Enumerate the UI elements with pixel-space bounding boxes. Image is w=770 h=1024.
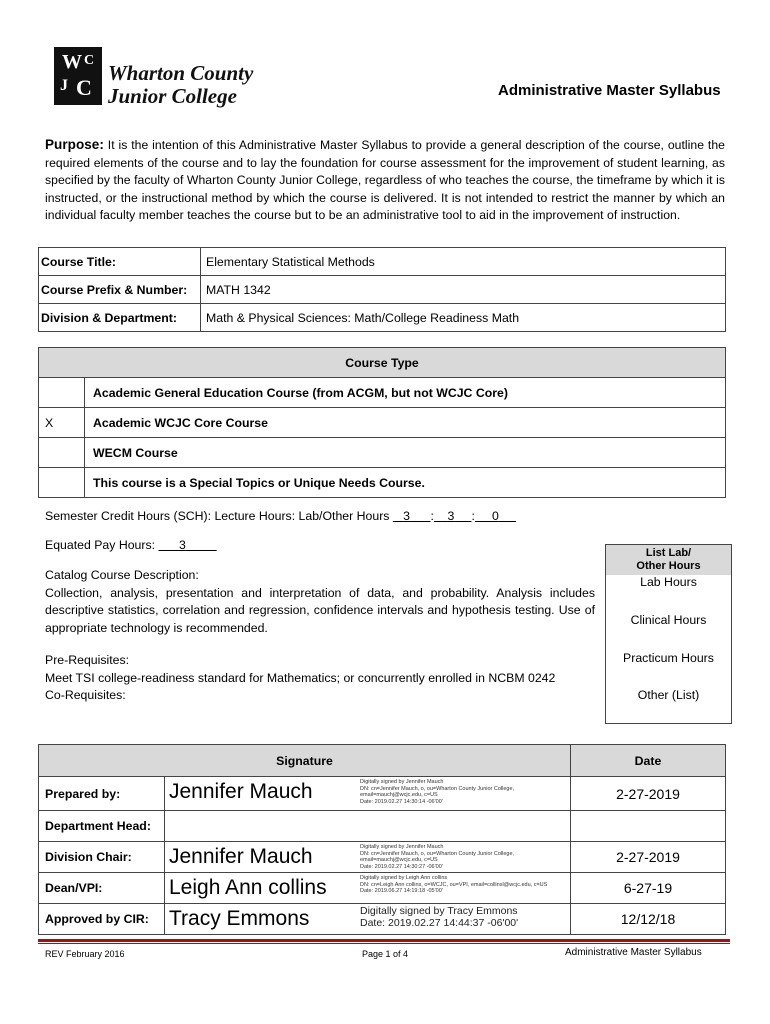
- practicum-hours-item: Practicum Hours: [623, 651, 714, 665]
- credit-hours-line: Semester Credit Hours (SCH): Lecture Hours: Lab/Other Hours 3 : 3 : 0: [45, 509, 499, 523]
- course-title-value: Elementary Statistical Methods: [201, 248, 726, 276]
- lecture-value: 3: [447, 509, 455, 523]
- table-row: [39, 304, 726, 332]
- course-type-label: Academic WCJC Core Course: [85, 408, 726, 438]
- table-row: [39, 811, 726, 842]
- signature-cell: [165, 904, 571, 935]
- table-row: [39, 408, 726, 438]
- signature-details: [360, 875, 547, 895]
- college-name: [108, 62, 253, 108]
- credit-hours-label: Semester Credit Hours (SCH): Lecture Hours: Lab/Other Hours: [45, 509, 390, 523]
- footer-revision: REV February 2016: [45, 949, 125, 959]
- signature-role: Department Head:: [39, 811, 165, 842]
- course-type-label: This course is a Special Topics or Unique Needs Course.: [85, 468, 726, 498]
- sch-value: 3: [403, 509, 410, 523]
- signer-name: Jennifer Mauch: [169, 780, 313, 803]
- signature-role: Approved by CIR:: [39, 904, 165, 935]
- lab-value: 0: [492, 509, 499, 523]
- course-type-mark: [39, 438, 85, 468]
- signature-date: 2-27-2019: [571, 777, 726, 811]
- signature-heading: Signature: [39, 745, 571, 777]
- prereq-text: Meet TSI college-readiness standard for Mathematics; or concurrently enrolled in NCBM 0242: [45, 670, 556, 685]
- table-row: [39, 248, 726, 276]
- signature-meta: Digitally signed by Jennifer Mauch: [360, 844, 444, 850]
- signature-meta: email=mauchj@wcjc.edu, c=US: [360, 792, 438, 798]
- table-row: [39, 777, 726, 811]
- course-type-mark: [39, 378, 85, 408]
- other-hours-item: Other (List): [637, 688, 700, 702]
- course-type-table: [38, 347, 726, 498]
- purpose-text: It is the intention of this Administrative Master Syllabus to provide a general description of the course, outline the required elements of the course and to lay the foundation for course assessment for the improvement of student learning, as specified by the faculty of Wharton County Junior College, regardless of who teaches the course, the timeframe by which it is instructed, or the instructional method by which the course is delivered. It is not intended to restrict the manner by which an individual faculty member teaches the course but to be an administrative tool to aid in the improvement of instruction.: [45, 138, 726, 223]
- signature-date: [571, 811, 726, 842]
- lab-hours-heading-line1: List Lab/: [645, 547, 692, 559]
- signature-date: 2-27-2019: [571, 842, 726, 873]
- footer-page-number: Page 1 of 4: [362, 949, 409, 959]
- signature-meta: DN: cn=Jennifer Mauch, o, ou=Wharton County Junior College,: [360, 785, 515, 792]
- document-title: Administrative Master Syllabus: [498, 82, 721, 99]
- signer-name: Tracy Emmons: [169, 907, 310, 930]
- signature-meta: Date: 2019.02.27 14:30:27 -06'00': [360, 863, 443, 870]
- table-row: [39, 873, 726, 904]
- signature-meta: DN: cn=Jennifer Mauch, o, ou=Wharton County Junior College,: [360, 850, 515, 857]
- table-row: [39, 842, 726, 873]
- signature-cell: [165, 811, 571, 842]
- signature-date: 12/12/18: [571, 904, 726, 935]
- prereq-label: Pre-Requisites:: [45, 653, 130, 667]
- signature-date: 6-27-19: [571, 873, 726, 904]
- course-type-mark: X: [39, 408, 85, 438]
- division-label: Division & Department:: [39, 304, 201, 332]
- purpose-paragraph: [45, 136, 725, 225]
- signature-cell: [165, 873, 571, 904]
- equated-label: Equated Pay Hours:: [45, 538, 156, 552]
- lab-hours-heading-line2: Other Hours: [636, 560, 701, 572]
- signature-meta: Digitally signed by Jennifer Mauch: [360, 779, 444, 785]
- table-header-row: [39, 348, 726, 378]
- catalog-label: Catalog Course Description:: [45, 568, 199, 582]
- signer-name: Leigh Ann collins: [169, 876, 327, 899]
- course-type-mark: [39, 468, 85, 498]
- signature-meta: Date: 2019.06.27 14:19:18 -05'00': [360, 888, 443, 894]
- signature-details: [360, 779, 514, 805]
- prerequisites: [45, 652, 555, 705]
- signature-details: [360, 844, 514, 870]
- lab-hours-heading: [606, 545, 731, 575]
- signature-cell: [165, 777, 571, 811]
- signature-role: Division Chair:: [39, 842, 165, 873]
- college-line-1: Wharton County: [108, 61, 254, 85]
- signature-meta: Digitally signed by Leigh Ann collins: [360, 875, 448, 881]
- course-prefix-label: Course Prefix & Number:: [39, 276, 201, 304]
- footer-title: Administrative Master Syllabus: [565, 947, 702, 958]
- coreq-label: Co-Requisites:: [45, 688, 126, 703]
- signature-meta: email=mauchj@wcjc.edu, c=US: [360, 857, 438, 863]
- course-type-label: Academic General Education Course (from ACGM, but not WCJC Core): [85, 378, 726, 408]
- signature-meta: Date: 2019.02.27 14:30:14 -06'00': [360, 798, 443, 805]
- course-info-table: [38, 247, 726, 332]
- table-row: [39, 468, 726, 498]
- table-row: [39, 438, 726, 468]
- course-title-label: Course Title:: [39, 248, 201, 276]
- lab-hours-box: [605, 544, 732, 724]
- date-heading: Date: [571, 745, 726, 777]
- signature-meta: DN: cn=Leigh Ann collins, o=WCJC, ou=VPI, email=collinsl@wcjc.edu, c=US: [360, 881, 548, 888]
- course-type-label: WECM Course: [85, 438, 726, 468]
- signer-name: Jennifer Mauch: [169, 845, 313, 868]
- signature-details: [360, 905, 518, 929]
- purpose-label: Purpose:: [45, 137, 104, 152]
- catalog-text: Collection, analysis, presentation and interpretation of data, and probability. Analysis includes descriptive statistics, correlation and regression, confidence intervals and hypothesis testing. Use of appropriate technology is recommended.: [45, 585, 595, 635]
- table-header-row: [39, 745, 726, 777]
- signature-table: [38, 744, 726, 935]
- course-prefix-value: MATH 1342: [201, 276, 726, 304]
- signature-role: Dean/VPI:: [39, 873, 165, 904]
- lab-hours-item: Lab Hours: [640, 575, 697, 589]
- signature-role: Prepared by:: [39, 777, 165, 811]
- table-row: [39, 276, 726, 304]
- signature-meta: Digitally signed by Tracy Emmons: [360, 905, 518, 917]
- course-type-heading: Course Type: [39, 348, 726, 378]
- signature-cell: [165, 842, 571, 873]
- college-line-2: Junior College: [108, 84, 237, 108]
- footer-rule-thin: [38, 943, 730, 944]
- equated-hours-line: [45, 538, 217, 552]
- signature-meta: Date: 2019.02.27 14:44:37 -06'00': [360, 917, 519, 929]
- table-row: [39, 378, 726, 408]
- catalog-description: [45, 567, 595, 637]
- equated-value: 3: [178, 538, 186, 552]
- division-value: Math & Physical Sciences: Math/College Readiness Math: [201, 304, 726, 332]
- footer-rule: [38, 939, 730, 942]
- table-row: [39, 904, 726, 935]
- clinical-hours-item: Clinical Hours: [630, 613, 707, 627]
- college-logo: W C J C: [54, 47, 102, 105]
